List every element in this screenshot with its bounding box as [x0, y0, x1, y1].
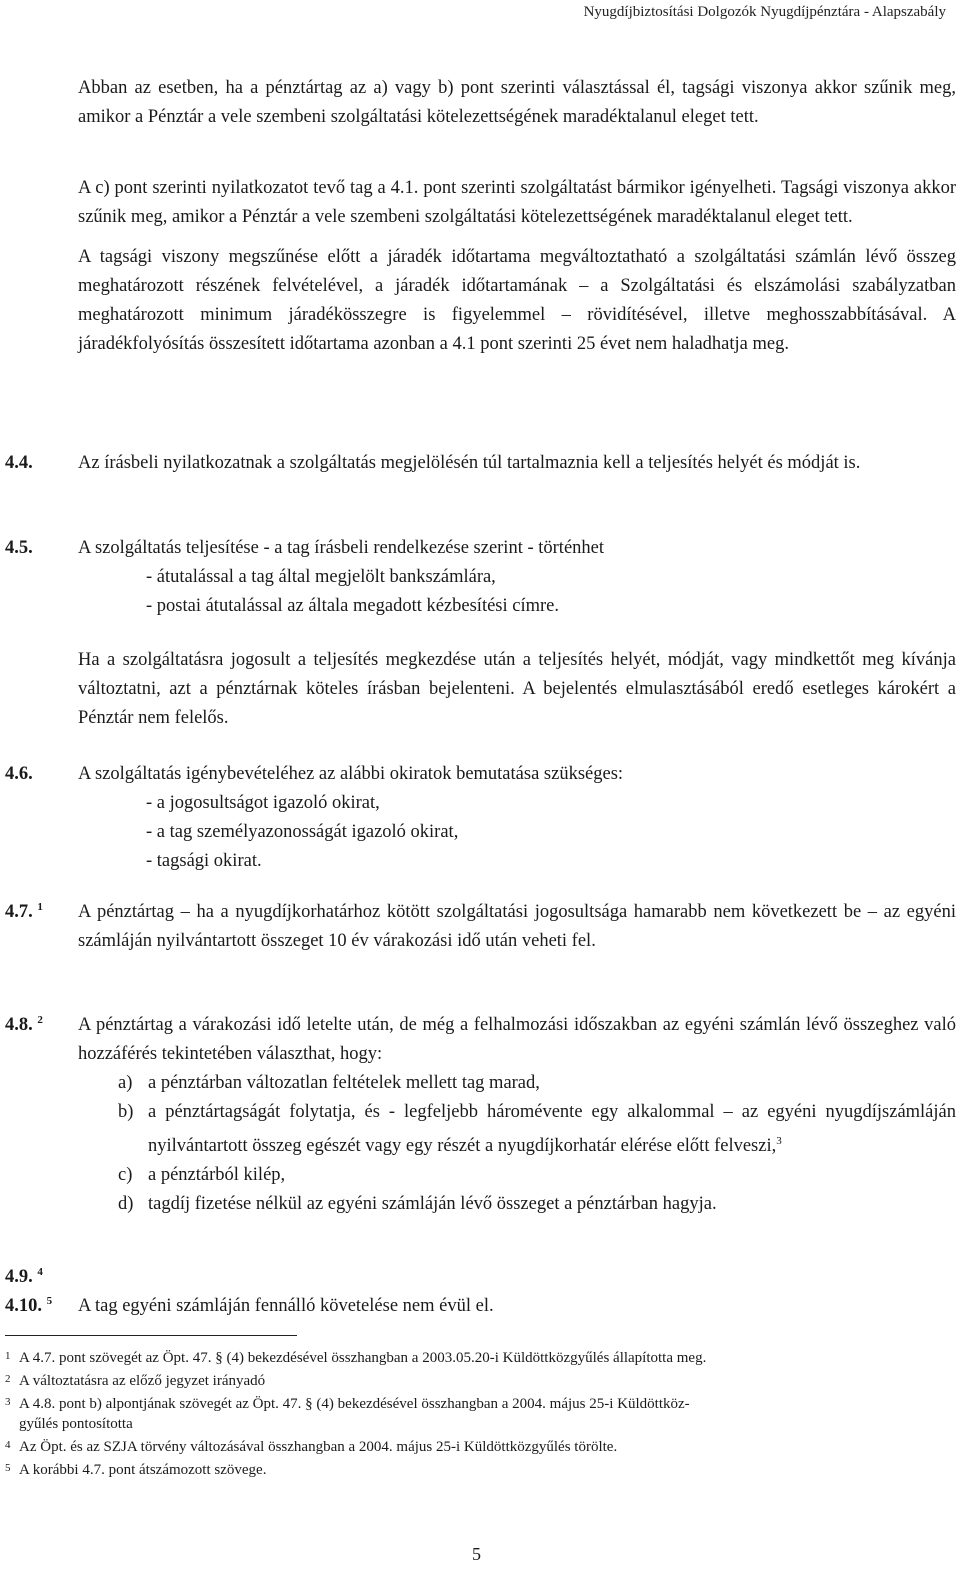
footnote-3: 3 A 4.8. pont b) alpontjának szövegét az Öpt. 47. § (4) bekezdésével összhangban a 2004. május 25-i Küldöttköz- gyűlés pontosította: [5, 1394, 955, 1434]
section-4-7-num: 4.7.: [5, 902, 33, 922]
list-item: [78, 1069, 956, 1098]
intro-paragraph-3: A tagsági viszony megszűnése előtt a járadék időtartama megváltoztatható a szolgáltatási számlán lévő összeg meghatározott részének felvételével, a járadék időtartamának – a Szolgáltatási és elszámolási szabályzatban meghatározott minimum járadékösszegre is figyelemmel – rövidítésével, illetve meghosszabbításával. A járadékfolyósítás összesített időtartama azonban a 4.1 pont szerinti 25 évet nem haladhatja meg.: [78, 247, 956, 354]
list-item: [78, 1161, 956, 1190]
item-label: d): [118, 1194, 134, 1215]
section-4-8-body: [78, 1011, 956, 1219]
section-4-5-paragraph: Ha a szolgáltatásra jogosult a teljesítés megkezdése után a teljesítés helyét, módját, vagy mindkettőt meg kívánja változtatni, azt a pénztárnak köteles írásban bejelenteni. A bejelentés elmulasztásából eredő esetleges károkért a Pénztár nem felelős.: [78, 650, 956, 728]
item-text: a pénztárból kilép,: [148, 1165, 286, 1186]
list-item: [78, 1190, 956, 1219]
intro-paragraph-1: Abban az esetben, ha a pénztártag az a) vagy b) pont szerinti választással él, tagsági viszonya akkor szűnik meg, amikor a Pénztár a vele szembeni szolgáltatási kötelezettségének maradéktalanul eleget tett.: [78, 78, 956, 127]
list-item: - a tag személyazonosságát igazoló okirat,: [146, 822, 459, 842]
footnote-4: 4 Az Öpt. és az SZJA törvény változásával összhangban a 2004. május 25-i Küldöttközgyűlés törölte.: [5, 1439, 618, 1455]
section-4-9-num: 4.9.: [5, 1267, 33, 1287]
section-4-6-body: [78, 760, 956, 876]
footnotes: [5, 1348, 955, 1483]
section-4-5-lead: A szolgáltatás teljesítése - a tag írásbeli rendelkezése szerint - történhet: [78, 538, 605, 558]
section-4-7-text: A pénztártag – ha a nyugdíjkorhatárhoz kötött szolgáltatási jogosultsága hamarabb nem következett be – az egyéni számláján nyilvántartott összeget 10 év várakozási idő után veheti fel.: [78, 902, 956, 951]
item-label: a): [118, 1073, 133, 1093]
item-text: a pénztárban változatlan feltételek mellett tag marad,: [148, 1073, 540, 1093]
section-number-4-6: 4.6.: [5, 764, 33, 784]
footnote-2: 2 A változtatásra az előző jegyzet irányadó: [5, 1373, 266, 1389]
section-4-5-body: [78, 534, 956, 621]
footnote-ref-1: 1: [37, 900, 43, 913]
footnote-text: A korábbi 4.7. pont átszámozott szövege.: [19, 1462, 267, 1478]
choice-list: [78, 1069, 956, 1219]
footnote-separator: [5, 1335, 297, 1336]
section-4-10-num: 4.10.: [5, 1296, 42, 1316]
section-4-10-text: A tag egyéni számláján fennálló követelése nem évül el.: [78, 1296, 494, 1316]
list-item: - átutalással a tag által megjelölt bankszámlára,: [146, 567, 496, 587]
list-item: [78, 1098, 956, 1161]
footnote-text: Az Öpt. és az SZJA törvény változásával összhangban a 2004. május 25-i Küldöttközgyűlés törölte.: [19, 1439, 618, 1455]
list-item: - a jogosultságot igazoló okirat,: [146, 793, 380, 813]
section-number-4-5: 4.5.: [5, 538, 33, 558]
footnote-text: A 4.7. pont szövegét az Öpt. 47. § (4) bekezdésével összhangban a 2003.05.20-i Küldöttközgyűlés állapította meg.: [19, 1350, 707, 1366]
footnote-1: 1 A 4.7. pont szövegét az Öpt. 47. § (4) bekezdésével összhangban a 2003.05.20-i Küldöttközgyűlés állapította meg.: [5, 1350, 707, 1366]
footnote-ref-2: 2: [37, 1013, 43, 1026]
item-label: c): [118, 1165, 133, 1186]
item-label: b): [118, 1102, 134, 1122]
section-number-4-10: [5, 1292, 52, 1321]
list-item: - tagsági okirat.: [146, 851, 262, 871]
section-4-8-num: 4.8.: [5, 1015, 33, 1035]
footnote-ref-4: 4: [37, 1265, 43, 1278]
section-number-4-7: [5, 898, 43, 927]
section-number-4-9: [5, 1263, 43, 1292]
section-number-4-8: [5, 1011, 43, 1040]
footnote-text: A változtatásra az előző jegyzet irányadó: [19, 1373, 266, 1389]
page-number: 5: [472, 1544, 481, 1564]
section-4-6-lead: A szolgáltatás igénybevételéhez az alábbi okiratok bemutatása szükséges:: [78, 764, 624, 784]
intro-paragraph-2: A c) pont szerinti nyilatkozatot tevő tag a 4.1. pont szerinti szolgáltatást bármikor igényelheti. Tagsági viszonya akkor szűnik meg, amikor a Pénztár a vele szembeni szolgáltatási kötelezettségének maradéktalanul eleget tett.: [78, 178, 956, 227]
running-header: Nyugdíjbiztosítási Dolgozók Nyugdíjpénztára - Alapszabály: [583, 4, 946, 20]
section-4-4-text: Az írásbeli nyilatkozatnak a szolgáltatás megjelölésén túl tartalmaznia kell a teljesítés helyét és módját is.: [78, 453, 861, 473]
footnote-continuation: gyűlés pontosította: [19, 1416, 133, 1432]
footnote-text: A 4.8. pont b) alpontjának szövegét az Öpt. 47. § (4) bekezdésével összhangban a 2004. május 25-i Küldöttköz-: [19, 1396, 690, 1412]
footnote-5: 5 A korábbi 4.7. pont átszámozott szövege.: [5, 1462, 267, 1478]
section-4-8-lead: A pénztártag a várakozási idő letelte után, de még a felhalmozási időszakban az egyéni számlán lévő összeghez való hozzáférés tekintetében választhat, hogy:: [78, 1015, 956, 1064]
item-text: a pénztártagságát folytatja, és - legfeljebb háromévente egy alkalommal – az egyéni nyugdíjszámláján nyilvántartott összeg egészét vagy egy részét a nyugdíjkorhatár elérése előtt felveszi,: [148, 1102, 956, 1157]
footnote-ref-3: 3: [776, 1135, 782, 1147]
footnote-ref-5: 5: [46, 1294, 53, 1307]
section-number-4-4: 4.4.: [5, 453, 33, 473]
item-text: tagdíj fizetése nélkül az egyéni számláján lévő összeget a pénztárban hagyja.: [148, 1194, 717, 1215]
list-item: - postai átutalással az általa megadott kézbesítési címre.: [146, 596, 559, 616]
